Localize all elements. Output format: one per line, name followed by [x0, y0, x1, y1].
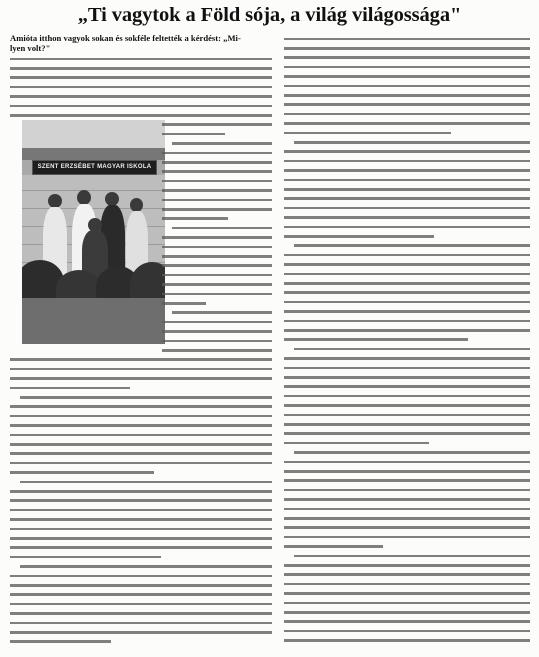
text-line [294, 348, 530, 351]
text-line [10, 556, 161, 559]
text-line [162, 274, 272, 277]
text-line [10, 114, 272, 117]
text-line [10, 377, 272, 380]
text-line [284, 508, 530, 511]
text-line [284, 38, 530, 41]
text-line [284, 404, 530, 407]
text-line [284, 602, 530, 605]
text-line [284, 620, 530, 623]
text-line [284, 630, 530, 633]
text-line [162, 180, 272, 183]
text-line [284, 592, 530, 595]
text-line [284, 132, 451, 135]
text-line [284, 226, 530, 229]
text-line [284, 367, 530, 370]
photo-ground [22, 298, 165, 344]
text-line [294, 141, 530, 144]
text-line [162, 217, 228, 220]
text-line [10, 387, 130, 390]
person-head [105, 192, 119, 206]
text-line [10, 415, 272, 418]
text-line [284, 122, 530, 125]
text-line [10, 58, 272, 61]
wall-line [22, 208, 165, 209]
wall-line [22, 190, 165, 191]
text-line [10, 443, 272, 446]
text-line [10, 105, 272, 108]
text-line [162, 321, 272, 324]
text-line [284, 479, 530, 482]
text-line [20, 481, 272, 484]
text-line [10, 490, 272, 493]
text-line [284, 395, 530, 398]
text-line [10, 575, 272, 578]
text-line [10, 584, 272, 587]
text-line [284, 583, 530, 586]
text-line [284, 263, 530, 266]
text-line [284, 169, 530, 172]
text-line [284, 357, 530, 360]
school-sign: SZENT ERZSÉBET MAGYAR ISKOLA [32, 160, 157, 175]
text-line [284, 282, 530, 285]
text-line [10, 509, 272, 512]
text-line [294, 555, 530, 558]
text-line [10, 546, 272, 549]
text-line [284, 611, 530, 614]
text-line [284, 442, 429, 445]
text-line [10, 603, 272, 606]
text-line [284, 385, 530, 388]
text-line [162, 236, 272, 239]
text-line [284, 85, 530, 88]
text-line [284, 47, 530, 50]
photo-roof [22, 148, 165, 160]
text-line [10, 593, 272, 596]
intro-line: lyen volt?" [10, 42, 51, 53]
text-line [284, 188, 530, 191]
text-line [284, 254, 530, 257]
text-line [284, 160, 530, 163]
text-line [10, 405, 272, 408]
text-line [294, 244, 530, 247]
text-line [162, 123, 272, 126]
text-line [10, 86, 272, 89]
text-line [284, 639, 530, 642]
person-head [77, 190, 91, 205]
text-line [162, 208, 272, 211]
text-line [162, 349, 272, 352]
text-line [162, 189, 272, 192]
text-line [172, 142, 272, 145]
text-line [10, 631, 272, 634]
text-line [284, 197, 530, 200]
text-line [284, 498, 530, 501]
person-head [130, 198, 143, 212]
text-line [284, 66, 530, 69]
text-line [284, 310, 530, 313]
text-line [284, 216, 530, 219]
text-line [284, 376, 530, 379]
text-line [284, 291, 530, 294]
text-line [20, 565, 272, 568]
text-line [10, 452, 272, 455]
text-line [284, 103, 530, 106]
group-photo [22, 120, 165, 344]
intro-line: Amióta itthon vagyok sokan és sokféle feltették a kérdést: „Mi- [10, 33, 241, 43]
text-line [162, 340, 272, 343]
text-line [284, 338, 468, 341]
text-line [284, 564, 530, 567]
text-line [162, 133, 225, 136]
text-line [162, 161, 272, 164]
text-line [284, 329, 530, 332]
text-line [284, 75, 530, 78]
text-line [10, 76, 272, 79]
text-line [162, 293, 272, 296]
text-line [172, 227, 272, 230]
text-line [162, 255, 272, 258]
text-line [10, 358, 272, 361]
text-line [284, 94, 530, 97]
text-line [284, 414, 530, 417]
article-headline: „Ti vagytok a Föld sója, a világ világossága" [77, 4, 462, 26]
text-line [284, 470, 530, 473]
article-column-right [284, 34, 530, 649]
text-line [284, 545, 383, 548]
text-line [284, 489, 530, 492]
text-line [284, 113, 530, 116]
text-line [284, 526, 530, 529]
text-line [10, 471, 154, 474]
text-line [162, 330, 272, 333]
text-line [284, 179, 530, 182]
text-line [284, 423, 530, 426]
text-line [172, 311, 272, 314]
text-line [10, 640, 111, 643]
text-line [284, 573, 530, 576]
text-line [294, 451, 530, 454]
text-line [10, 67, 272, 70]
text-line [162, 199, 272, 202]
text-line [162, 283, 272, 286]
text-line [10, 518, 272, 521]
text-line [10, 622, 272, 625]
text-line [284, 517, 530, 520]
text-line [10, 537, 272, 540]
text-line [10, 368, 272, 371]
text-line [10, 528, 272, 531]
text-line [162, 246, 272, 249]
text-line [162, 264, 272, 267]
text-line [10, 424, 272, 427]
article-column-left [10, 34, 272, 649]
text-line [284, 273, 530, 276]
text-line [284, 207, 530, 210]
text-line [284, 150, 530, 153]
text-line [10, 499, 272, 502]
text-line [10, 95, 272, 98]
text-line [162, 170, 272, 173]
text-line [10, 462, 272, 465]
text-line [284, 56, 530, 59]
text-line [284, 461, 530, 464]
text-line [10, 612, 272, 615]
text-line [284, 536, 530, 539]
text-line [162, 152, 272, 155]
person-head [48, 194, 62, 208]
text-line [284, 320, 530, 323]
text-line [20, 396, 272, 399]
text-line [10, 434, 272, 437]
text-line [284, 235, 434, 238]
text-line [284, 301, 530, 304]
text-line [284, 432, 530, 435]
text-line [162, 302, 206, 305]
